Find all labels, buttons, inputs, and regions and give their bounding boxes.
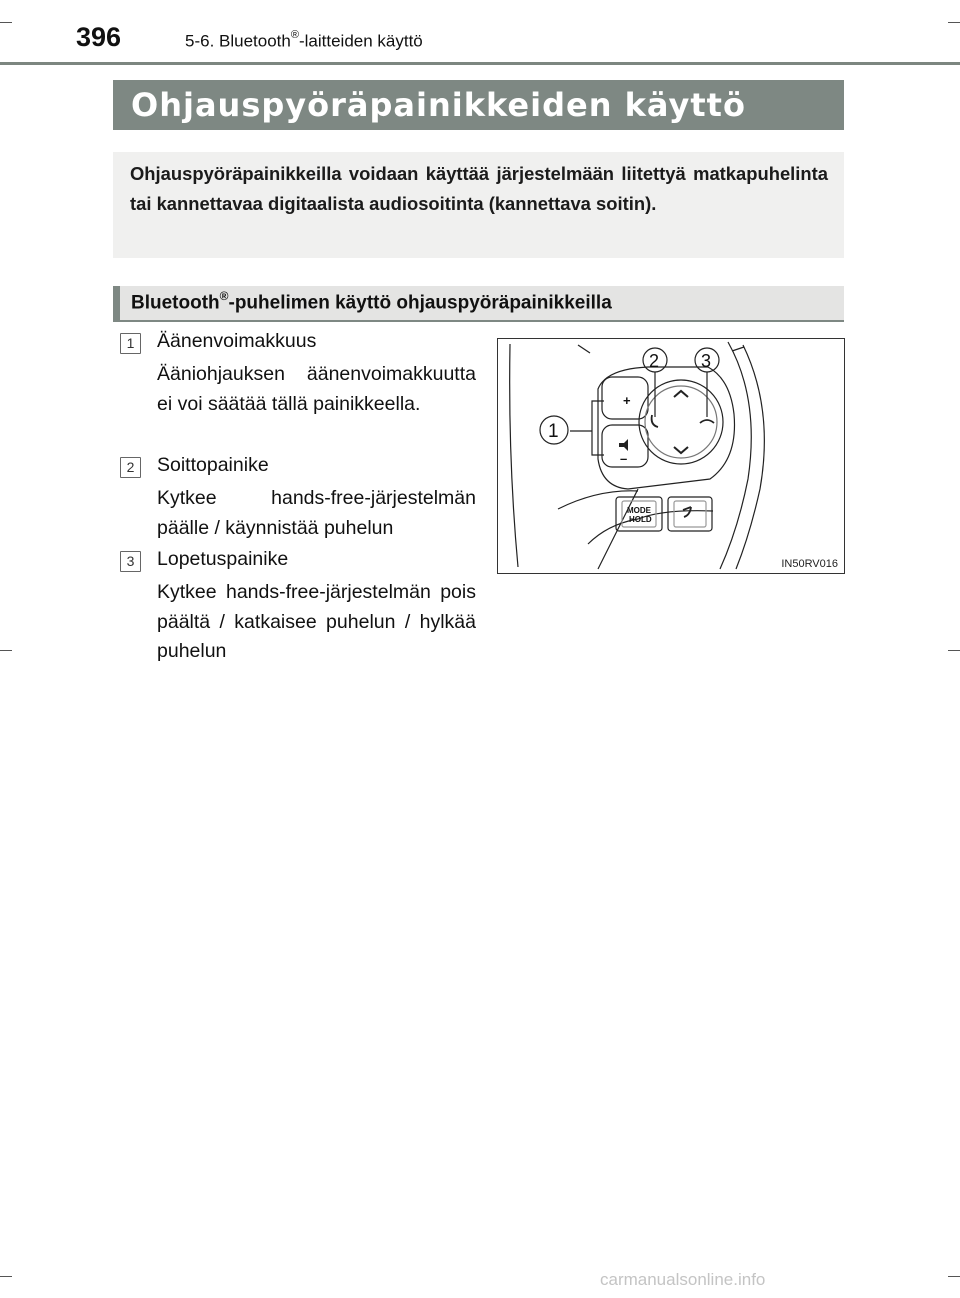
mode-label: MODE bbox=[627, 506, 651, 515]
list-item bbox=[120, 548, 480, 668]
steering-wheel-switch-drawing bbox=[498, 339, 844, 573]
section-prefix: 5-6. Bluetooth bbox=[185, 31, 291, 51]
list-item bbox=[120, 454, 480, 544]
page-header bbox=[0, 0, 960, 66]
section-suffix: -laitteiden käyttö bbox=[298, 31, 423, 51]
plus-label: + bbox=[623, 393, 631, 408]
item-title: Äänenvoimakkuus bbox=[157, 330, 317, 352]
crop-mark bbox=[0, 1276, 12, 1277]
intro-text: Ohjauspyöräpainikkeilla voidaan käyttää järjestelmään liitettyä matkapuhelinta tai kannettavaa digitaalista audiosoitinta (kannettava soitin). bbox=[130, 163, 828, 214]
subheading-text bbox=[131, 290, 612, 314]
page-title: Ohjauspyöräpainikkeiden käyttö bbox=[131, 86, 746, 124]
title-bar bbox=[113, 80, 844, 130]
subheading-suffix: -puhelimen käyttö ohjauspyöräpainikkeilla bbox=[228, 292, 612, 314]
section-path bbox=[185, 31, 423, 52]
talk-icon bbox=[683, 507, 691, 517]
phone-off-icon bbox=[700, 420, 714, 423]
intro-box bbox=[113, 152, 844, 258]
item-number: 3 bbox=[120, 551, 141, 572]
item-description: Kytkee hands-free-järjestelmän päälle / käynnistää puhelun bbox=[157, 487, 476, 539]
callout-2-label: 2 bbox=[649, 351, 660, 371]
callout-1-label: 1 bbox=[548, 421, 559, 442]
switch-housing bbox=[598, 367, 735, 489]
callout-3-label: 3 bbox=[701, 351, 712, 371]
subheading-accent bbox=[113, 286, 120, 322]
hold-label: HOLD bbox=[629, 515, 652, 524]
crop-mark bbox=[948, 650, 960, 651]
crop-mark bbox=[948, 1276, 960, 1277]
registered-mark: ® bbox=[219, 289, 229, 303]
minus-label: – bbox=[620, 451, 628, 466]
header-rule bbox=[0, 62, 960, 65]
item-title: Lopetuspainike bbox=[157, 548, 289, 570]
wheel-outline bbox=[510, 344, 518, 567]
page-number: 396 bbox=[76, 22, 122, 52]
steering-wheel-illustration bbox=[497, 338, 845, 574]
item-number: 2 bbox=[120, 457, 141, 478]
list-item bbox=[120, 330, 480, 450]
item-description: Ääniohjauksen äänenvoimakkuutta ei voi säätää tällä painikkeella. bbox=[157, 363, 476, 415]
figure-code: IN50RV016 bbox=[781, 558, 838, 570]
wheel-outline bbox=[720, 342, 751, 569]
subheading bbox=[113, 286, 844, 322]
item-title: Soittopainike bbox=[157, 454, 269, 476]
item-description: Kytkee hands-free-järjestelmän pois päältä / katkaisee puhelun / hylkää puhelun bbox=[157, 581, 476, 663]
speaker-icon bbox=[619, 439, 628, 451]
subheading-prefix: Bluetooth bbox=[131, 292, 220, 314]
crop-mark bbox=[0, 650, 12, 651]
item-number: 1 bbox=[120, 333, 141, 354]
registered-mark: ® bbox=[290, 29, 299, 41]
watermark: carmanualsonline.info bbox=[600, 1270, 766, 1289]
